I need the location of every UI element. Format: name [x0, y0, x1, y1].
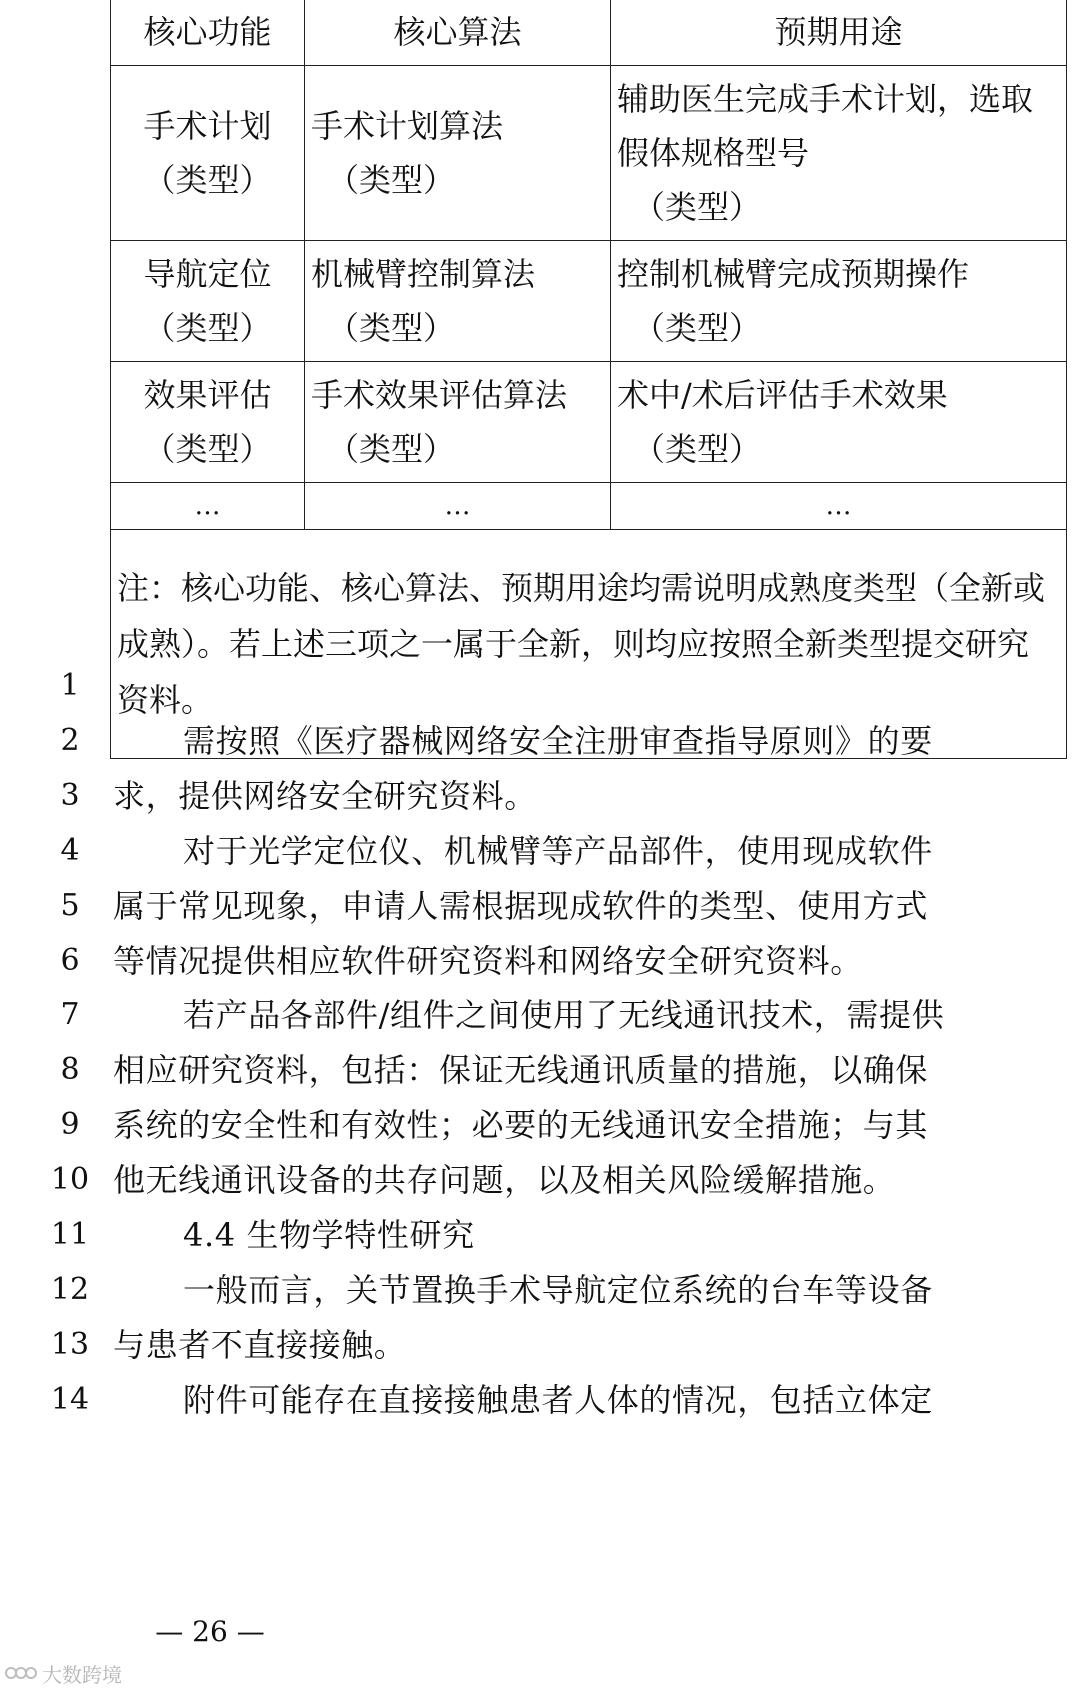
use-cell [611, 66, 1067, 241]
line-number: 12 [50, 1272, 90, 1307]
line-number: 13 [50, 1327, 90, 1362]
table-row-ellipsis [111, 483, 1067, 530]
text-line: 与患者不直接接触。 [113, 1326, 407, 1364]
text-line: 相应研究资料，包括：保证无线通讯质量的措施，以确保 [113, 1051, 929, 1089]
note-line: 成熟）。若上述三项之一属于全新，则均应按照全新类型提交研究 [117, 625, 1030, 663]
watermark [4, 1658, 122, 1688]
line-number: 6 [60, 943, 80, 978]
line-number: 2 [60, 723, 80, 758]
function-type: （类型） [143, 309, 272, 347]
text-line: 求，提供网络安全研究资料。 [113, 777, 537, 815]
text-line: 对于光学定位仪、机械臂等产品部件，使用现成软件 [183, 832, 933, 870]
algorithm-cell [305, 241, 611, 362]
use-type: （类型） [633, 430, 762, 468]
algorithm-name: 手术效果评估算法 [311, 376, 568, 414]
line-number: 8 [60, 1052, 80, 1087]
text-line: 他无线通讯设备的共存问题，以及相关风险缓解措施。 [113, 1161, 896, 1199]
function-cell [111, 241, 305, 362]
text-line: 若产品各部件/组件之间使用了无线通讯技术，需提供 [183, 996, 945, 1034]
table-row [111, 66, 1067, 241]
table-header-row [111, 0, 1067, 66]
use-text: 辅助医生完成手术计划，选取 [617, 80, 1034, 118]
function-type: （类型） [143, 161, 272, 199]
text-line: 属于常见现象，申请人需根据现成软件的类型、使用方式 [113, 887, 929, 925]
ellipsis-cell: … [611, 483, 1067, 530]
ellipsis-cell: … [111, 483, 305, 530]
use-cell [611, 362, 1067, 483]
page-number: — 26 — [155, 1615, 265, 1648]
text-line: 需按照《医疗器械网络安全注册审查指导原则》的要 [183, 722, 933, 760]
watermark-text: 大数跨境 [42, 1662, 122, 1687]
algorithm-name: 机械臂控制算法 [311, 255, 536, 293]
header-core-algorithm: 核心算法 [305, 0, 611, 66]
function-name: 手术计划 [143, 107, 272, 145]
line-number: 14 [50, 1382, 90, 1417]
use-text: 控制机械臂完成预期操作 [617, 255, 970, 293]
text-line: 一般而言，关节置换手术导航定位系统的台车等设备 [183, 1271, 933, 1309]
line-number: 1 [60, 668, 80, 703]
header-core-function: 核心功能 [111, 0, 305, 66]
table-row [111, 362, 1067, 483]
text-line: 系统的安全性和有效性；必要的无线通讯安全措施；与其 [113, 1106, 929, 1144]
core-function-table [110, 0, 1067, 759]
watermark-logo-icon [4, 1661, 38, 1685]
use-type: （类型） [633, 309, 762, 347]
algorithm-type: （类型） [327, 309, 456, 347]
algorithm-cell [305, 362, 611, 483]
algorithm-type: （类型） [327, 430, 456, 468]
text-line: 4.4 生物学特性研究 [183, 1216, 475, 1254]
function-cell [111, 66, 305, 241]
algorithm-name: 手术计划算法 [311, 107, 504, 145]
function-name: 效果评估 [143, 376, 272, 414]
ellipsis-cell: … [305, 483, 611, 530]
line-number: 11 [50, 1217, 90, 1252]
line-number: 5 [60, 888, 80, 923]
note-line: 资料。 [117, 681, 214, 719]
function-name: 导航定位 [143, 255, 272, 293]
text-line: 等情况提供相应软件研究资料和网络安全研究资料。 [113, 942, 863, 980]
algorithm-cell [305, 66, 611, 241]
use-text: 假体规格型号 [617, 134, 810, 172]
line-number: 4 [60, 833, 80, 868]
header-intended-use: 预期用途 [611, 0, 1067, 66]
use-cell [611, 241, 1067, 362]
note-line: 注：核心功能、核心算法、预期用途均需说明成熟度类型（全新或 [117, 569, 1046, 607]
line-number: 10 [50, 1162, 90, 1197]
algorithm-type: （类型） [327, 161, 456, 199]
line-number: 9 [60, 1107, 80, 1142]
use-type: （类型） [633, 188, 762, 226]
line-number: 7 [60, 997, 80, 1032]
table-row [111, 241, 1067, 362]
use-text: 术中/术后评估手术效果 [617, 376, 948, 414]
text-line: 附件可能存在直接接触患者人体的情况，包括立体定 [183, 1381, 933, 1419]
function-type: （类型） [143, 430, 272, 468]
function-cell [111, 362, 305, 483]
line-number: 3 [60, 778, 80, 813]
